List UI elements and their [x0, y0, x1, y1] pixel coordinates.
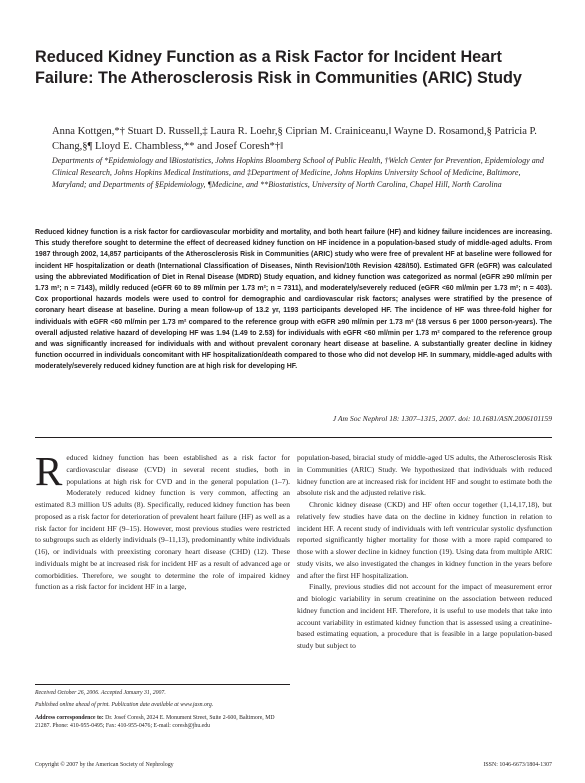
body-paragraph: population-based, biracial study of middle-aged US adults, the Atherosclerosis Risk in Communities (ARIC) Study. We hypothesized that individuals with reduced kidney function are at increased risk for incident HF and sought to estimate both the absolute risk and the adjusted relative risk. [297, 453, 552, 498]
correspondence-text: Dr. Josef Coresh, 2024 E. Monument Street, Suite 2-600, Baltimore, MD 21287. Phone: 410-955-0495; Fax: 410-955-0476; E-mail: coresh@jhu.edu [35, 714, 275, 729]
body-paragraph: Finally, previous studies did not account for the impact of measurement error and biologic variability in serum creatinine on the association between reduced kidney function and incident HF. Therefore, it is useful to use models that take into account variability in estimated kidney function that is assessed using a creatinine-based estimating equation, a procedure that is feasible in a large population-based study but subject to [297, 582, 552, 650]
drop-cap: R [35, 448, 63, 494]
publication-note: Published online ahead of print. Publication date available at www.jasn.org. [35, 702, 214, 709]
article-title: Reduced Kidney Function as a Risk Factor for Incident Heart Failure: The Atherosclerosis Risk in Communities (ARIC) Study [35, 48, 522, 87]
citation-line: J Am Soc Nephrol 18: 1307–1315, 2007. doi: 10.1681/ASN.2006101159 [332, 414, 552, 423]
footnotes [35, 689, 290, 730]
correspondence-label: Address correspondence to: [35, 714, 104, 721]
correspondence-address [35, 714, 290, 731]
footnote-divider [35, 684, 290, 685]
received-dates: Received October 26, 2006. Accepted January 31, 2007. [35, 690, 166, 696]
body-paragraph: Chronic kidney disease (CKD) and HF often occur together (1,14,17,18), but relatively few studies have data on the decline in kidney function in relation to incident HF. A recent study of individuals with left ventricular systolic dysfunction reported significantly higher mortality for those with a more rapid compared to those with a slower decline in kidney function (19). Using data from multiple ARIC study visits, we also investigated the changes in kidney function in the years before and after the first HF hospitalization. [297, 500, 552, 580]
body-column-left [35, 448, 290, 593]
body-column-right [297, 452, 552, 652]
issn-label: ISSN: 1046-6673/1804-1307 [483, 762, 552, 768]
abstract: Reduced kidney function is a risk factor for cardiovascular morbidity and mortality, and both heart failure (HF) and kidney failure incidences are increasing. This study therefore sought to determine the effect of decreased kidney function on HF incidence in a population-based study of middle-aged adults. From 1987 through 2002, 14,857 participants of the Atherosclerosis Risk in Communities (ARIC) study who were free of prevalent HF at baseline were followed for incident HF hospitalization or death (International Classification of Diseases, Ninth Revision/10th Revision 428/I50). Estimated GFR (eGFR) was calculated using the abbreviated Modification of Diet in Renal Disease (MDRD) Study equation, and kidney function was categorized as normal (eGFR ≥90 ml/min per 1.73 m²; n = 7143), mildly reduced (eGFR 60 to 89 ml/min per 1.73 m²; n = 7311), and moderately/severely reduced (eGFR <60 ml/min per 1.73 m²; n = 403). Cox proportional hazards models were used to control for demographic and cardiovascular risk factors; analyses were stratified by the presence of coronary heart disease at baseline. During a mean follow-up of 13.2 yr, 1193 participants developed HF. The incidence of HF was three-fold higher for individuals with eGFR <60 ml/min per 1.73 m² compared to the reference group with eGFR ≥90 ml/min per 1.73 m² (18 versus 6 per 1000 person-years). The overall adjusted relative hazard of developing HF was 1.94 (1.49 to 2.53) for individuals with eGFR <60 ml/min per 1.73 m² compared to the reference group and was significantly increased for individuals with and without prevalent coronary heart disease at baseline. A substantially greater decline in kidney function occurred in individuals concomitant with HF hospitalization/death compared to those who did not develop HF. In summary, middle-aged adults with moderately/severely reduced kidney function are at high risk for developing HF. [35, 229, 552, 371]
abstract-divider [35, 437, 552, 438]
intro-paragraph [35, 448, 290, 593]
author-list: Anna Kottgen,*† Stuart D. Russell,‡ Laura R. Loehr,§ Ciprian M. Crainiceanu,‖ Wayne D. Rosamond,§ Patricia P. Chang,§¶ Lloyd E. Chambless,** and Josef Coresh*†‖ [52, 126, 537, 152]
copyright-notice: Copyright © 2007 by the American Society of Nephrology [35, 762, 174, 768]
intro-paragraph-text: educed kidney function has been established as a risk factor for cardiovascular disease (CVD) in several recent studies, both in populations at high risk for CVD and in the general population (1–7). Moderately reduced kidney function is very common, affecting an estimated 8.3 million US adults (8). Specifically, reduced kidney function has been proposed as a risk factor for deterioration of prevalent heart failure (HF) as well as a risk factor for incident HF (9–15). However, most previous studies were restricted to subgroups such as elderly individuals (9–11,13), predominantly white individuals (16), or individuals with preexisting coronary heart disease (CHD) (12). These individuals might be at increased risk for incident HF as a result of advanced age or comorbidities. Therefore, we sought to determine the role of impaired kidney function as a risk factor for incident HF in a large, [35, 453, 290, 592]
affiliations: Departments of *Epidemiology and ‖Biostatistics, Johns Hopkins Bloomberg School of Public Health, †Welch Center for Prevention, Epidemiology and Clinical Research, Johns Hopkins Medical Institutions, and ‡Department of Medicine, Johns Hopkins University School of Medicine, Baltimore, Maryland; and Departments of §Epidemiology, ¶Medicine, and **Biostatistics, University of North Carolina, Chapel Hill, North Carolina [52, 156, 544, 189]
